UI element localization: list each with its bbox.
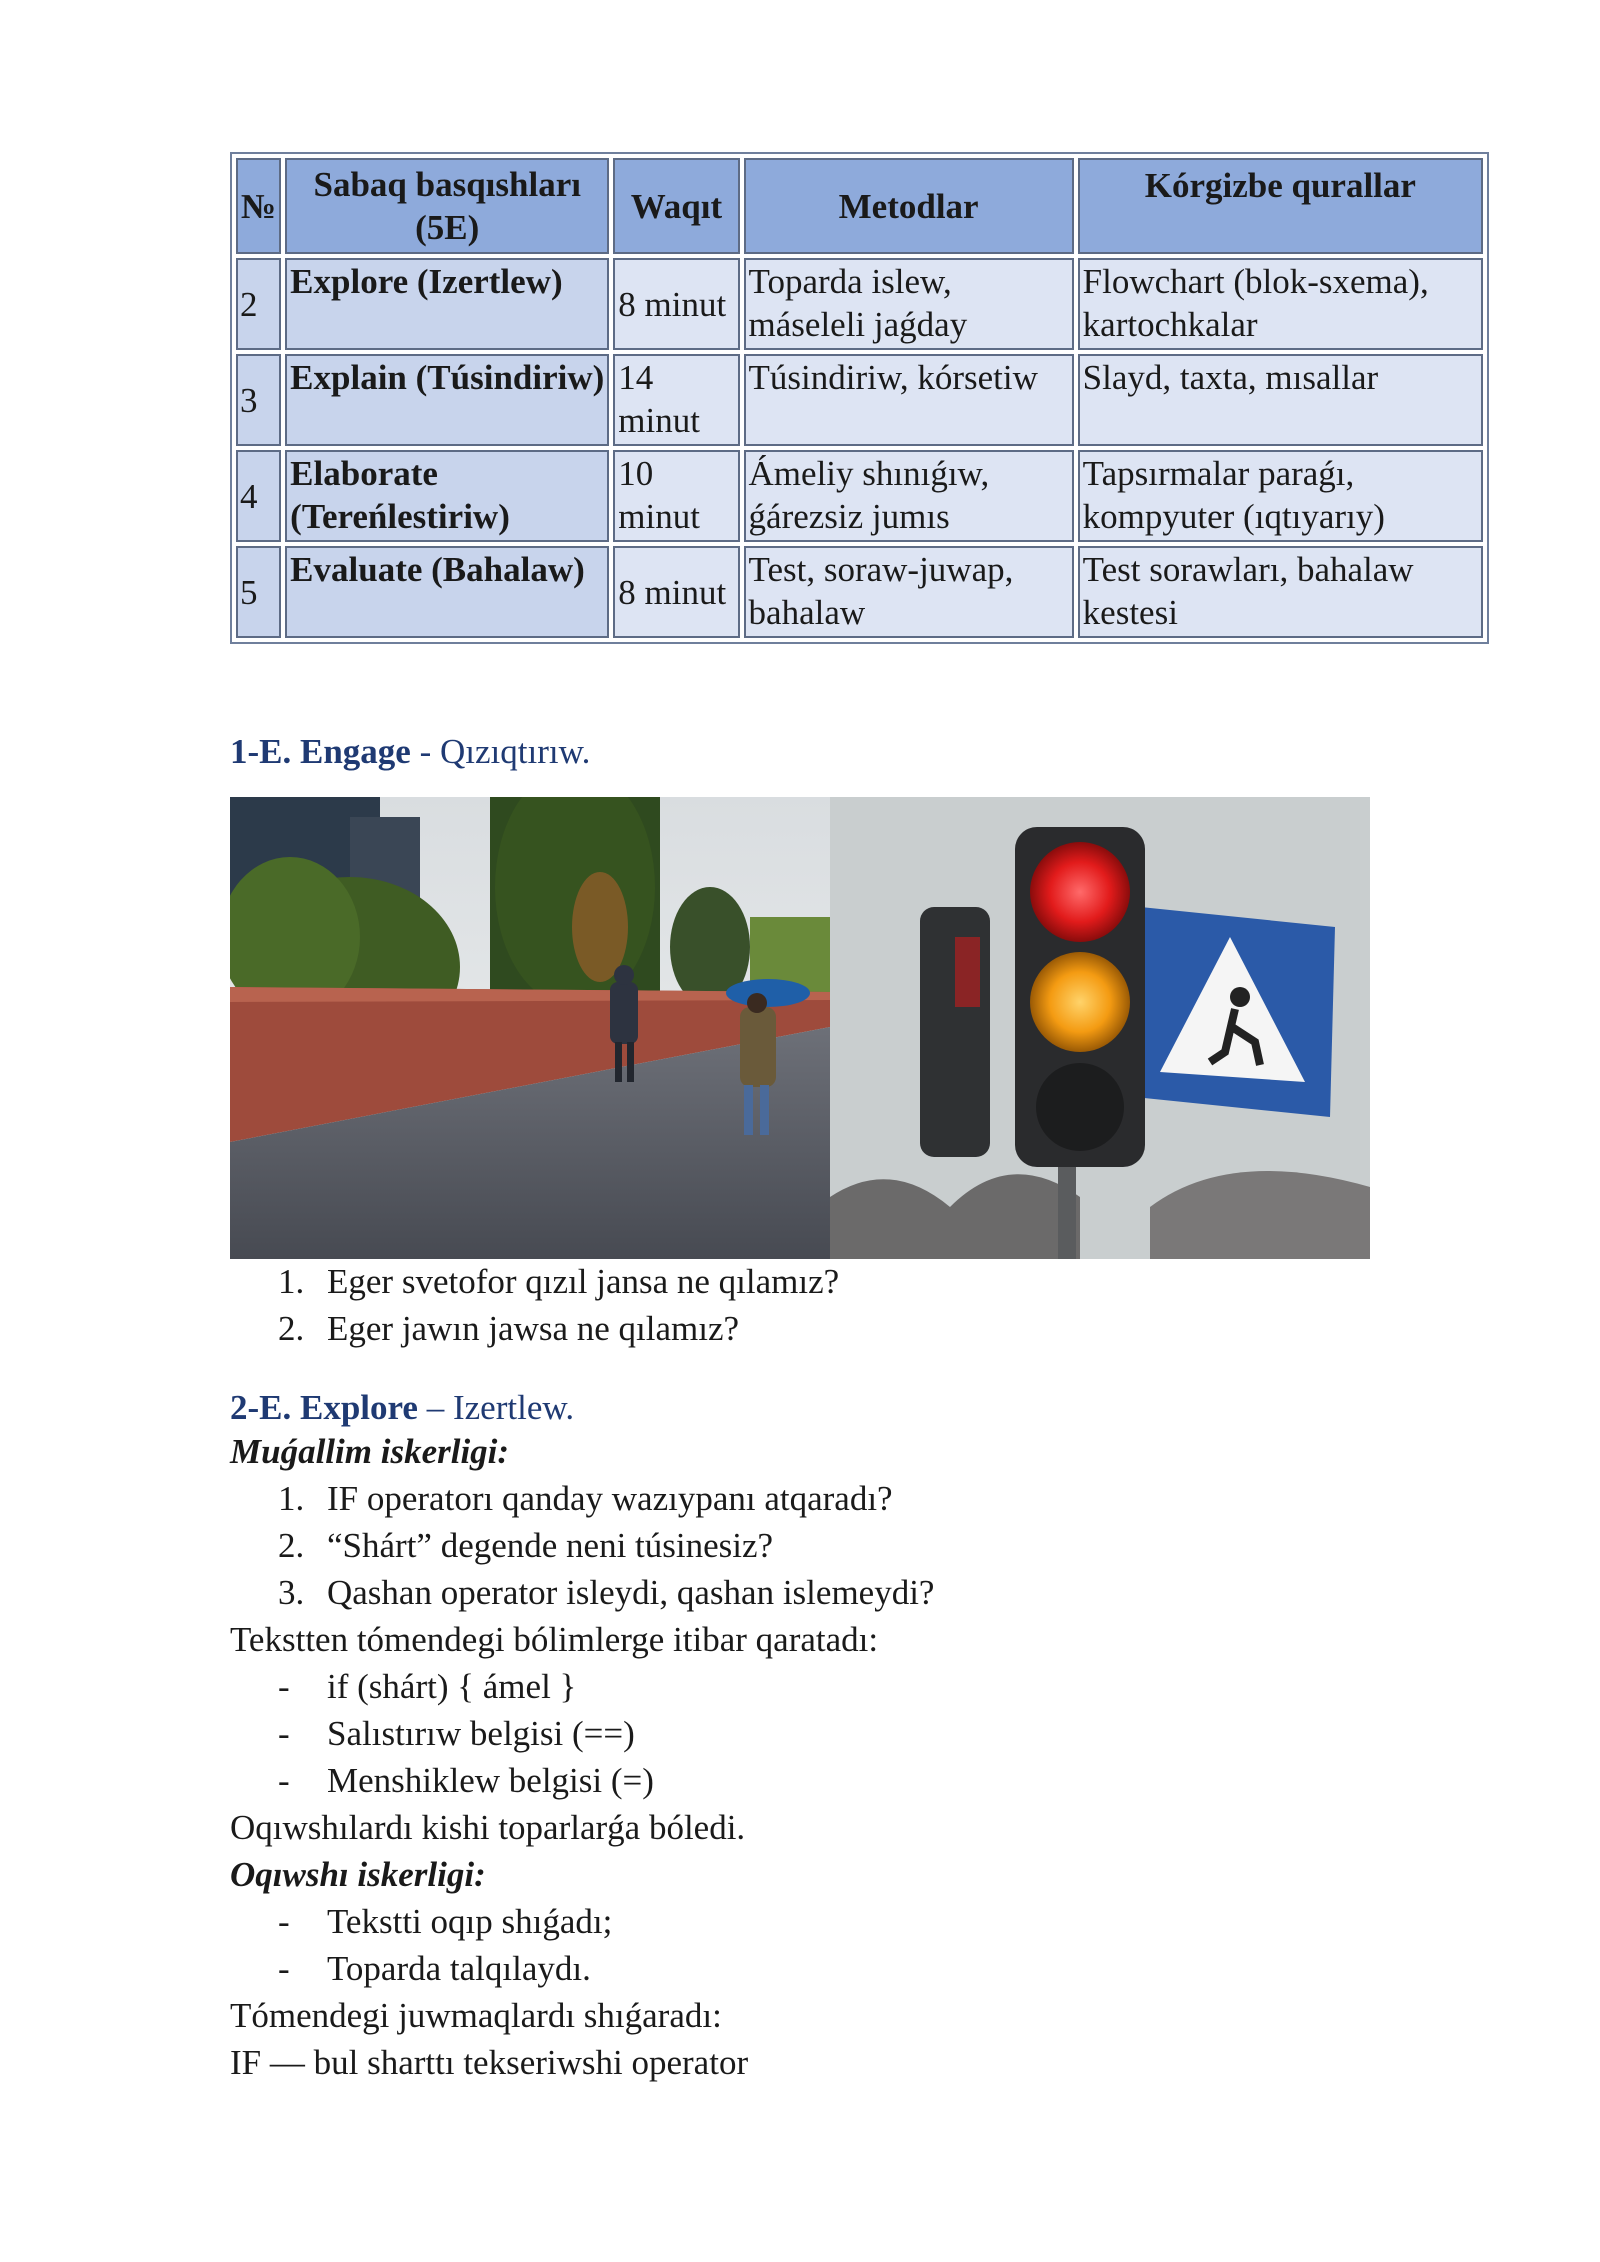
table-row	[236, 354, 1483, 446]
row-number: 4	[236, 450, 281, 542]
row-methods: Ámeliy shınıǵıw, ǵárezsiz jumıs	[744, 450, 1074, 542]
list-item: 2. “Shárt” degende neni túsinesiz?	[278, 1526, 774, 1565]
definition-line: IF — bul sharttı tekseriwshi operator	[230, 2043, 749, 2082]
engage-heading	[230, 732, 590, 772]
list-item: - Menshiklew belgisi (=)	[278, 1761, 654, 1800]
engage-subtitle: - Qızıqtırıw.	[410, 732, 591, 771]
row-stage: Elaborate (Tereńlestiriw)	[285, 450, 609, 542]
list-item: - if (shárt) { ámel }	[278, 1667, 577, 1706]
table-row	[236, 450, 1483, 542]
explore-body	[230, 1428, 934, 2086]
row-stage: Explain (Túsindiriw)	[285, 354, 609, 446]
row-tools: Slayd, taxta, mısallar	[1078, 354, 1483, 446]
explore-subtitle: – Izertlew.	[417, 1388, 575, 1427]
list-item: 1. IF operatorı qanday wazıypanı atqaradı?	[278, 1479, 893, 1518]
row-number: 3	[236, 354, 281, 446]
table-header-row	[236, 158, 1483, 254]
row-time: 8 minut	[613, 258, 739, 350]
row-methods: Toparda islew, máseleli jaǵday	[744, 258, 1074, 350]
explore-heading	[230, 1388, 574, 1428]
list-item: - Salıstırıw belgisi (==)	[278, 1714, 635, 1753]
row-tools: Flowchart (blok-sxema), kartochkalar	[1078, 258, 1483, 350]
list-item: 1. Eger svetofor qızıl jansa ne qılamız?	[278, 1262, 840, 1301]
teacher-activity-heading: Muǵallim iskerligi:	[230, 1432, 510, 1471]
list-item: - Tekstti oqıp shıǵadı;	[278, 1902, 613, 1941]
row-stage: Explore (Izertlew)	[285, 258, 609, 350]
attention-items	[230, 1663, 934, 1804]
row-number: 2	[236, 258, 281, 350]
row-number: 5	[236, 546, 281, 638]
conclusion-line: Tómendegi juwmaqlardı shıǵaradı:	[230, 1996, 722, 2035]
student-items	[230, 1898, 934, 1992]
row-time: 10 minut	[613, 450, 739, 542]
header-methods: Metodlar	[744, 158, 1074, 254]
engage-questions	[230, 1258, 839, 1352]
attention-line: Tekstten tómendegi bólimlerge itibar qaratadı:	[230, 1620, 879, 1659]
header-time: Waqıt	[613, 158, 739, 254]
row-tools: Tapsırmalar paraǵı, kompyuter (ıqtıyarıy)	[1078, 450, 1483, 542]
explore-label: 2-E. Explore	[230, 1388, 418, 1427]
header-number: №	[236, 158, 281, 254]
teacher-questions	[230, 1475, 934, 1616]
table-row	[236, 258, 1483, 350]
lesson-stages-table	[230, 152, 1489, 644]
row-tools: Test sorawları, bahalaw kestesi	[1078, 546, 1483, 638]
row-stage: Evaluate (Bahalaw)	[285, 546, 609, 638]
student-activity-heading: Oqıwshı iskerligi:	[230, 1855, 486, 1894]
rain-walkway-photo	[230, 797, 830, 1259]
engage-label: 1-E. Engage	[230, 732, 411, 771]
list-item: - Toparda talqılaydı.	[278, 1949, 591, 1988]
groups-line: Oqıwshılardı kishi toparlarǵa bóledi.	[230, 1808, 746, 1847]
header-stage: Sabaq basqıshları (5E)	[285, 158, 609, 254]
list-item: 3. Qashan operator isleydi, qashan islemeydi?	[278, 1573, 935, 1612]
row-time: 8 minut	[613, 546, 739, 638]
row-time: 14 minut	[613, 354, 739, 446]
row-methods: Túsindiriw, kórsetiw	[744, 354, 1074, 446]
header-tools: Kórgizbe qurallar	[1078, 158, 1483, 254]
row-methods: Test, soraw-juwap, bahalaw	[744, 546, 1074, 638]
traffic-light-photo	[830, 797, 1370, 1259]
list-item: 2. Eger jawın jawsa ne qılamız?	[278, 1309, 740, 1348]
table-row	[236, 546, 1483, 638]
